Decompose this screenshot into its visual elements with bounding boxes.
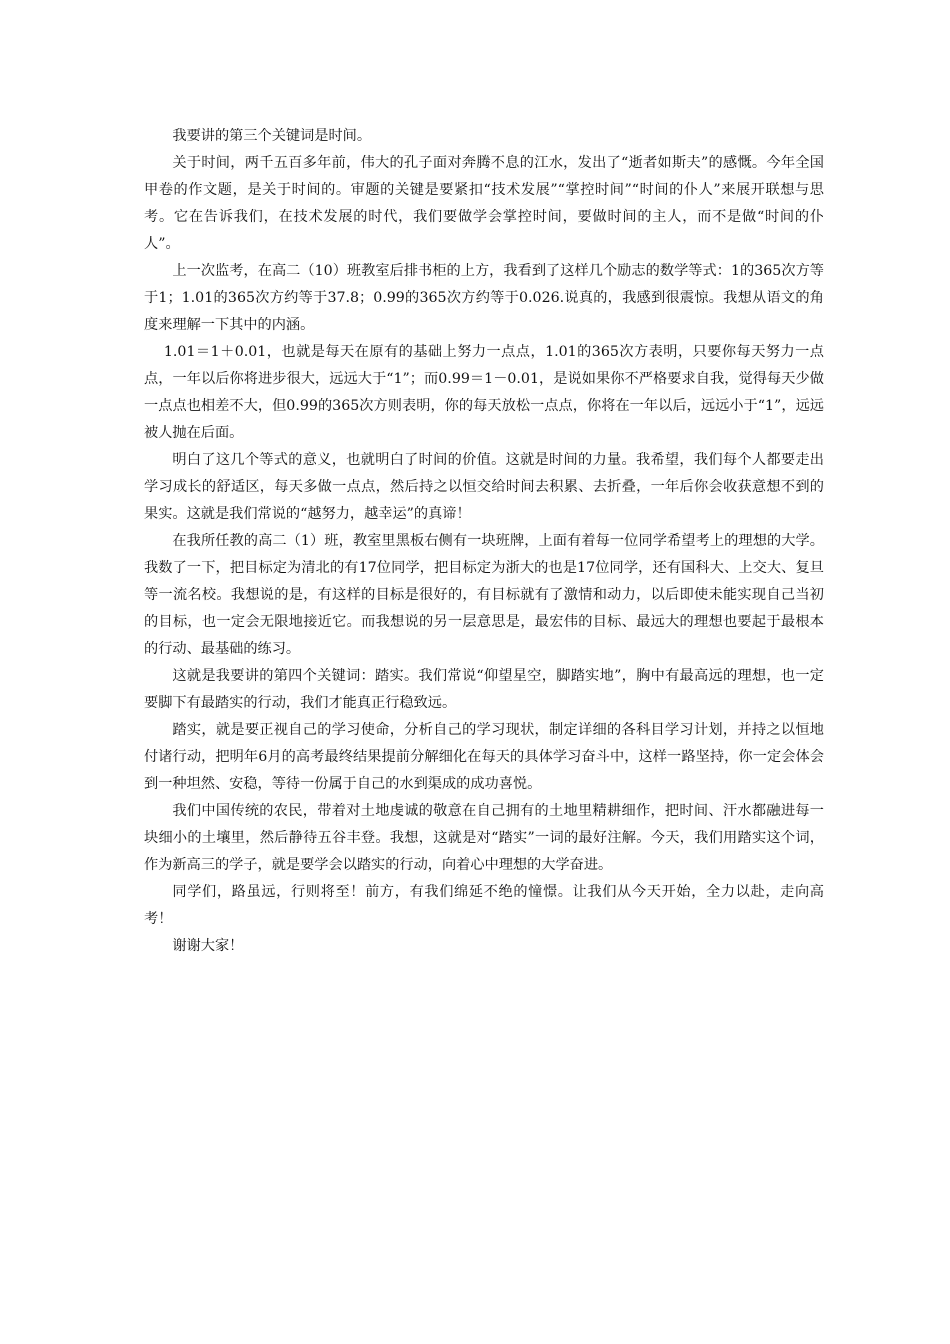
paragraph-steadfast-meaning: 踏实，就是要正视自己的学习使命，分析自己的学习现状，制定详细的各科目学习计划，并持之以恒地付诸行动，把明年6月的高考最终结果提前分解细化在每天的具体学习奋斗中，这样一路坚持，你一定会体会到一种坦然、安稳，等待一份属于自己的水到渠成的成功喜悦。: [144, 722, 824, 792]
paragraph-farmers: 我们中国传统的农民，带着对土地虔诚的敬意在自己拥有的土地里精耕细作，把时间、汗水都融进每一块细小的土壤里，然后静待五谷丰登。我想，这就是对“踏实”一词的最好注解。今天，我们用踏实这个词，作为新高三的学子，就是要学会以踏实的行动，向着心中理想的大学奋进。: [144, 803, 824, 873]
document-body: [144, 123, 824, 960]
paragraph-class-goals: 在我所任教的高二（1）班，教室里黑板右侧有一块班牌，上面有着每一位同学希望考上的理想的大学。我数了一下，把目标定为清北的有17位同学，把目标定为浙大的也是17位同学，还有国科大、上交大、复旦等一流名校。我想说的是，有这样的目标是很好的，有目标就有了激情和动力，以后即使未能实现自己当初的目标，也一定会无限地接近它。而我想说的另一层意思是，最宏伟的目标、最远大的理想也要起于最根本的行动、最基础的练习。: [144, 533, 824, 657]
paragraph-thanks: 谢谢大家！: [172, 938, 244, 954]
paragraph-math-equations: 上一次监考，在高二（10）班教室后排书柜的上方，我看到了这样几个励志的数学等式：1的365次方等于1；1.01的365次方约等于37.8；0.99的365次方约等于0.026.说真的，我感到很震惊。我想从语文的角度来理解一下其中的内涵。: [144, 263, 824, 333]
paragraph-keyword-steadfast: 这就是我要讲的第四个关键词：踏实。我们常说“仰望星空，脚踏实地”，胸中有最高远的理想，也一定要脚下有最踏实的行动，我们才能真正行稳致远。: [144, 668, 824, 711]
paragraph-confucius-time: 关于时间，两千五百多年前，伟大的孔子面对奔腾不息的江水，发出了“逝者如斯夫”的感慨。今年全国甲卷的作文题，是关于时间的。审题的关键是要紧扣“技术发展”“掌控时间”“时间的仆人”来展开联想与思考。它在告诉我们，在技术发展的时代，我们要做学会掌控时间，要做时间的主人，而不是做“时间的仆人”。: [144, 155, 824, 252]
paragraph-closing-call: 同学们，路虽远，行则将至！前方，有我们绵延不绝的憧憬。让我们从今天开始，全力以赴，走向高考！: [144, 884, 824, 927]
paragraph-equation-meaning: 1.01＝1＋0.01，也就是每天在原有的基础上努力一点点，1.01的365次方表明，只要你每天努力一点点，一年以后你将进步很大，远远大于“1”；而0.99＝1－0.01，是说如果你不严格要求自我，觉得每天少做一点点也相差不大，但0.99的365次方则表明，你的每天放松一点点，你将在一年以后，远远小于“1”，远远被人抛在后面。: [144, 344, 824, 441]
paragraph-keyword-time-intro: 我要讲的第三个关键词是时间。: [172, 128, 372, 144]
paragraph-value-of-time: 明白了这几个等式的意义，也就明白了时间的价值。这就是时间的力量。我希望，我们每个人都要走出学习成长的舒适区，每天多做一点点，然后持之以恒交给时间去积累、去折叠，一年后你会收获意想不到的果实。这就是我们常说的“越努力，越幸运”的真谛！: [144, 452, 824, 522]
